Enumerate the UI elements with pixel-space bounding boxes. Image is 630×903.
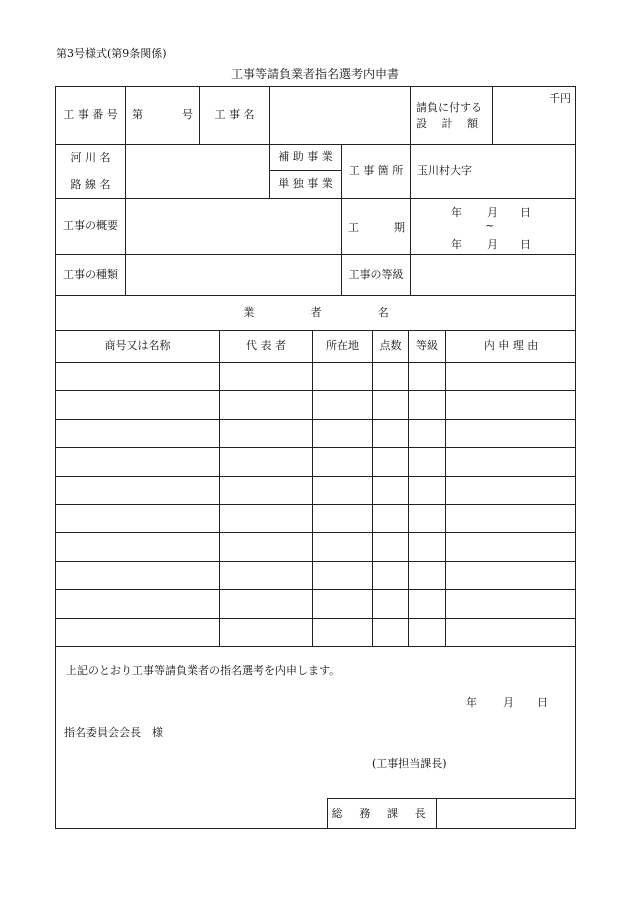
contractor-address-cell[interactable] <box>313 477 372 504</box>
contractor-company-cell[interactable] <box>56 590 219 618</box>
design-amount-label-line2: 設 計 額 <box>416 116 484 130</box>
col-header-company: 商号又は名称 <box>104 339 171 353</box>
contractor-score-cell[interactable] <box>373 363 408 390</box>
contractor-score-cell[interactable] <box>373 505 408 532</box>
contractor-grade-cell[interactable] <box>409 448 445 476</box>
contractor-reason-cell[interactable] <box>446 619 576 646</box>
work-location-label: 工 事 箇 所 <box>348 164 404 178</box>
work-type-field[interactable] <box>126 255 341 295</box>
contractor-reason-cell[interactable] <box>446 590 576 618</box>
contractor-representative-cell[interactable] <box>220 391 312 419</box>
contractor-representative-cell[interactable] <box>220 562 312 589</box>
contractor-grade-cell[interactable] <box>409 505 445 532</box>
section-chief-text: (工事担当課長) <box>372 757 447 770</box>
contractor-address-cell[interactable] <box>313 590 372 618</box>
footer-day-label: 日 <box>537 696 548 709</box>
contractor-reason-cell[interactable] <box>446 391 576 419</box>
design-amount-label <box>416 100 484 132</box>
independent-project-label: 単 独 事 業 <box>278 177 333 191</box>
contractor-grade-cell[interactable] <box>409 477 445 504</box>
contractor-reason-cell[interactable] <box>446 505 576 532</box>
contractor-representative-cell[interactable] <box>220 619 312 646</box>
contractor-address-cell[interactable] <box>313 420 372 447</box>
work-number-prefix: 第 <box>132 108 143 122</box>
contractor-score-cell[interactable] <box>373 391 408 419</box>
contractor-grade-cell[interactable] <box>409 590 445 618</box>
work-type-label: 工事の種類 <box>63 267 118 281</box>
contractor-representative-cell[interactable] <box>220 448 312 476</box>
work-summary-field[interactable] <box>126 199 341 254</box>
contractor-score-cell[interactable] <box>373 448 408 476</box>
end-year-label: 年 <box>451 238 462 251</box>
end-day-label: 日 <box>520 238 531 251</box>
col-divider <box>410 144 411 198</box>
start-month-label: 月 <box>487 206 498 219</box>
footer-year-label: 年 <box>466 696 477 709</box>
work-number-label: 工 事 番 号 <box>63 108 118 122</box>
col-header-representative: 代 表 者 <box>246 339 286 353</box>
contractor-address-cell[interactable] <box>313 448 372 476</box>
footer-month-label: 月 <box>503 696 514 709</box>
contractor-section-title <box>56 296 576 330</box>
river-name-label: 河 川 名 <box>70 150 111 164</box>
contractor-reason-cell[interactable] <box>446 533 576 561</box>
period-label-end: 期 <box>394 221 405 234</box>
contractor-representative-cell[interactable] <box>220 477 312 504</box>
contractor-representative-cell[interactable] <box>220 533 312 561</box>
general-affairs-chief-text: 総 務 課 長 <box>331 806 433 820</box>
general-affairs-chief-label <box>328 799 436 829</box>
contractor-score-cell[interactable] <box>373 533 408 561</box>
start-year-label: 年 <box>451 206 462 219</box>
river-route-field[interactable] <box>126 145 269 198</box>
subsidy-project-label: 補 助 事 業 <box>278 150 333 164</box>
contractor-company-cell[interactable] <box>56 391 219 419</box>
contractor-section-title-text: 業 者 名 <box>243 305 416 319</box>
contractor-address-cell[interactable] <box>313 505 372 532</box>
contractor-score-cell[interactable] <box>373 562 408 589</box>
col-header-score: 点数 <box>379 339 402 353</box>
design-amount-label-line1: 請負に付する <box>416 101 482 114</box>
contractor-reason-cell[interactable] <box>446 363 576 390</box>
start-day-label: 日 <box>520 206 531 219</box>
contractor-grade-cell[interactable] <box>409 391 445 419</box>
amount-unit: 千円 <box>549 92 571 105</box>
addressee-text: 指名委員会会長 様 <box>64 726 163 739</box>
document-title: 工事等請負業者指名選考内申書 <box>230 67 399 81</box>
col-divider <box>410 86 411 144</box>
statement-text: 上記のとおり工事等請負業者の指名選考を内申します。 <box>66 664 341 677</box>
contractor-grade-cell[interactable] <box>409 533 445 561</box>
work-number-suffix: 号 <box>182 108 193 122</box>
contractor-company-cell[interactable] <box>56 533 219 561</box>
col-header-reason: 内 申 理 由 <box>483 339 539 353</box>
work-location-value[interactable]: 玉川村大字 <box>417 164 472 178</box>
work-name-field[interactable] <box>270 87 410 144</box>
form-number: 第3号様式(第9条関係) <box>56 47 167 60</box>
contractor-company-cell[interactable] <box>56 420 219 447</box>
contractor-score-cell[interactable] <box>373 619 408 646</box>
contractor-address-cell[interactable] <box>313 619 372 646</box>
work-grade-field[interactable] <box>411 255 575 295</box>
contractor-grade-cell[interactable] <box>409 420 445 447</box>
contractor-grade-cell[interactable] <box>409 363 445 390</box>
contractor-address-cell[interactable] <box>313 363 372 390</box>
contractor-company-cell[interactable] <box>56 477 219 504</box>
contractor-company-cell[interactable] <box>56 448 219 476</box>
contractor-score-cell[interactable] <box>373 590 408 618</box>
work-grade-label: 工事の等級 <box>348 267 404 281</box>
contractor-company-cell[interactable] <box>56 562 219 589</box>
contractor-representative-cell[interactable] <box>220 505 312 532</box>
contractor-address-cell[interactable] <box>313 562 372 589</box>
contractor-reason-cell[interactable] <box>446 562 576 589</box>
contractor-score-cell[interactable] <box>373 420 408 447</box>
row-divider <box>55 646 576 647</box>
contractor-reason-cell[interactable] <box>446 448 576 476</box>
work-name-label: 工 事 名 <box>214 108 255 122</box>
contractor-reason-cell[interactable] <box>446 477 576 504</box>
col-header-grade: 等級 <box>416 339 438 353</box>
route-name-label: 路 線 名 <box>70 177 111 191</box>
general-affairs-seal-box[interactable] <box>437 799 575 829</box>
contractor-grade-cell[interactable] <box>409 619 445 646</box>
contractor-representative-cell[interactable] <box>220 590 312 618</box>
design-amount-field[interactable] <box>493 87 575 144</box>
contractor-reason-cell[interactable] <box>446 420 576 447</box>
contractor-company-cell[interactable] <box>56 363 219 390</box>
contractor-address-cell[interactable] <box>313 533 372 561</box>
period-tilde: ~ <box>485 219 495 232</box>
col-header-address: 所在地 <box>326 339 359 353</box>
contractor-company-cell[interactable] <box>56 505 219 532</box>
contractor-grade-cell[interactable] <box>409 562 445 589</box>
contractor-score-cell[interactable] <box>373 477 408 504</box>
contractor-representative-cell[interactable] <box>220 420 312 447</box>
work-summary-label: 工事の概要 <box>63 219 118 233</box>
contractor-representative-cell[interactable] <box>220 363 312 390</box>
period-label-start: 工 <box>348 221 359 234</box>
contractor-company-cell[interactable] <box>56 619 219 646</box>
end-month-label: 月 <box>487 238 498 251</box>
col-divider <box>125 86 126 144</box>
contractor-address-cell[interactable] <box>313 391 372 419</box>
